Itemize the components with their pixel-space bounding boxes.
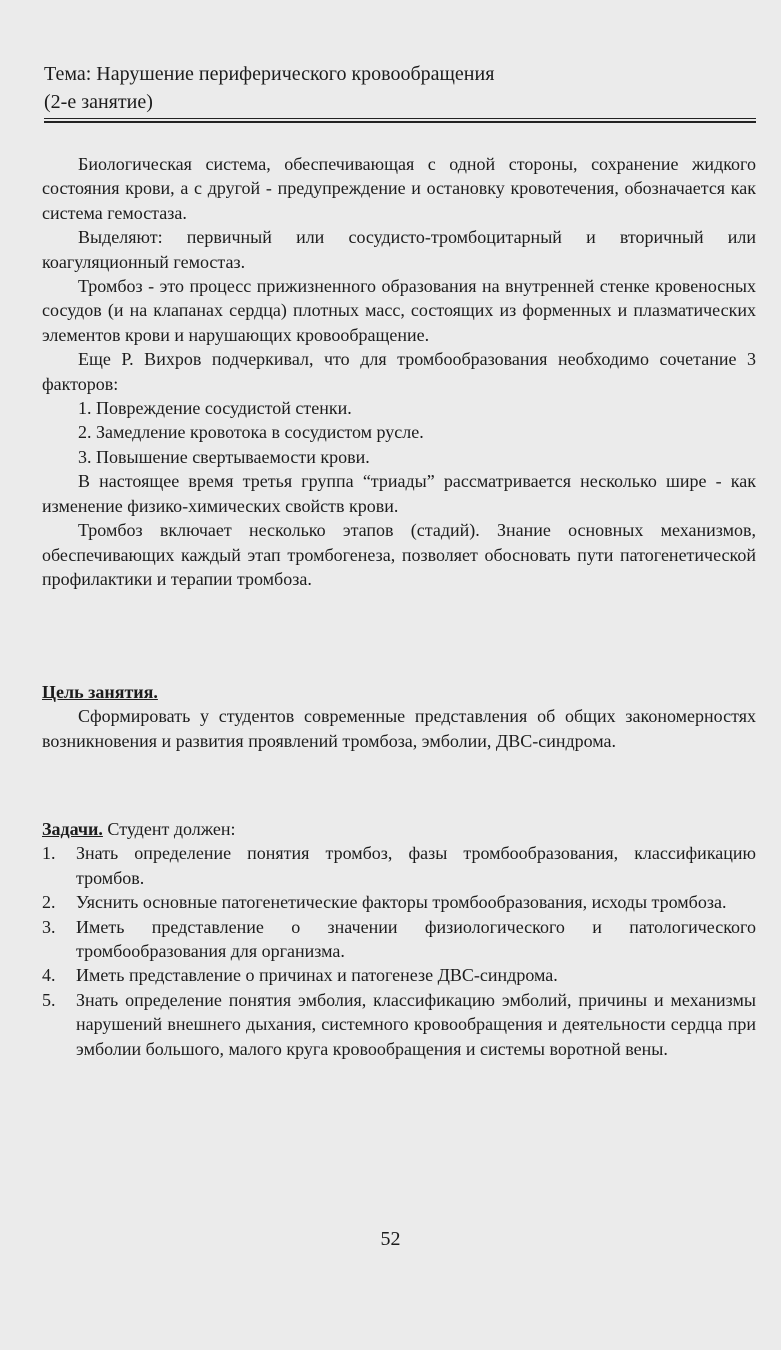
task-item xyxy=(42,988,756,1061)
factor-item: 2. Замедление кровотока в сосудистом русле. xyxy=(78,422,424,443)
header-subtitle: (2-е занятие) xyxy=(44,91,153,113)
header-divider-thick xyxy=(44,121,756,123)
page-header xyxy=(44,60,756,116)
tasks-intro: Студент должен: xyxy=(102,819,236,839)
task-item xyxy=(42,890,756,914)
intro-section xyxy=(42,152,756,591)
task-item xyxy=(42,963,756,987)
task-text: Иметь представление о причинах и патогенезе ДВС-синдрома. xyxy=(76,965,558,986)
paragraph: Тромбоз - это процесс прижизненного образования на внутренней стенке кровеносных сосудов (и на клапанах сердца) плотных масс, состоящих из форменных и плазматических элементов крови и нарушающих кровообращение. xyxy=(42,276,756,345)
paragraph: Биологическая система, обеспечивающая с одной стороны, сохранение жидкого состояния крови, а с другой - предупреждение и остановку кровотечения, обозначается как система гемостаза. xyxy=(42,154,756,223)
paragraph: Тромбоз включает несколько этапов (стадий). Знание основных механизмов, обеспечивающих каждый этап тромбогенеза, позволяет обосновать пути патогенетической профилактики и терапии тромбоза. xyxy=(42,520,756,589)
paragraph: Еще Р. Вихров подчеркивал, что для тромбообразования необходимо сочетание 3 факторов: xyxy=(42,349,756,394)
task-text: Знать определение понятия тромбоз, фазы тромбообразования, классификацию тромбов. xyxy=(76,843,756,888)
task-number: 5. xyxy=(42,989,56,1010)
header-title: Тема: Нарушение периферического кровообращения xyxy=(44,63,495,85)
task-number: 2. xyxy=(42,892,56,913)
factor-item: 3. Повышение свертываемости крови. xyxy=(78,446,370,467)
header-divider xyxy=(44,118,756,119)
page-number: 52 xyxy=(380,1228,401,1250)
paragraph: В настоящее время третья группа “триады” рассматривается несколько шире - как изменение физико-химических свойств крови. xyxy=(42,471,756,516)
tasks-list xyxy=(42,841,756,1061)
tasks-section xyxy=(42,817,756,1061)
factor-item: 1. Повреждение сосудистой стенки. xyxy=(78,398,352,419)
task-number: 4. xyxy=(42,965,56,986)
task-item xyxy=(42,841,756,890)
paragraph: Выделяют: первичный или сосудисто-тромбоцитарный и вторичный или коагуляционный гемостаз. xyxy=(42,227,756,272)
tasks-header xyxy=(42,817,756,841)
task-number: 1. xyxy=(42,843,56,864)
task-number: 3. xyxy=(42,916,56,937)
goal-text: Сформировать у студентов современные представления об общих закономерностях возникновения и развития проявлений тромбоза, эмболии, ДВС-синдрома. xyxy=(42,706,756,751)
goal-heading: Цель занятия. xyxy=(42,682,158,702)
task-text: Иметь представление о значении физиологического и патологического тромбообразования для организма. xyxy=(76,916,756,962)
task-item xyxy=(42,915,756,964)
goal-section xyxy=(42,680,756,753)
task-text: Уяснить основные патогенетические факторы тромбообразования, исходы тромбоза. xyxy=(76,892,727,913)
tasks-heading: Задачи. xyxy=(42,819,103,839)
task-text: Знать определение понятия эмболия, классификацию эмболий, причины и механизмы нарушений внешнего дыхания, системного кровообращения и деятельности сердца при эмболии большого, малого круга кровообращения и системы воротной вены. xyxy=(76,989,756,1059)
